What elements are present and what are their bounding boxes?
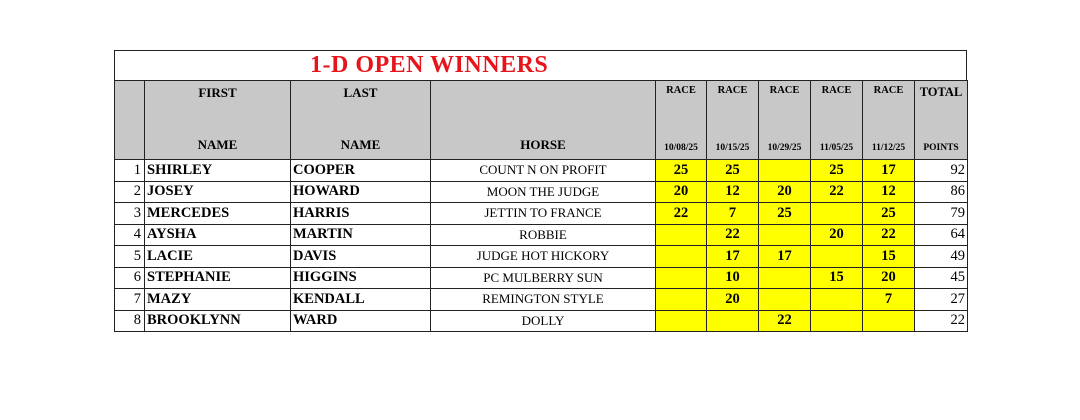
rank-cell: 7 <box>115 289 145 311</box>
first-name-cell: STEPHANIE <box>145 267 291 289</box>
rank-cell: 3 <box>115 203 145 225</box>
race-points-cell: 20 <box>759 181 811 203</box>
total-points-cell: 22 <box>915 310 968 332</box>
table-row <box>115 160 968 182</box>
total-points-cell: 92 <box>915 160 968 182</box>
first-name-cell: JOSEY <box>145 181 291 203</box>
total-points-cell: 27 <box>915 289 968 311</box>
last-name-cell: MARTIN <box>291 224 431 246</box>
first-name-cell: BROOKLYNN <box>145 310 291 332</box>
race-points-cell: 15 <box>863 246 915 268</box>
last-name-cell: COOPER <box>291 160 431 182</box>
race-points-cell: 7 <box>707 203 759 225</box>
race-points-cell <box>656 246 707 268</box>
standings-table <box>114 80 968 332</box>
first-name-cell: MERCEDES <box>145 203 291 225</box>
table-row <box>115 181 968 203</box>
race-points-cell: 20 <box>863 267 915 289</box>
rank-cell: 4 <box>115 224 145 246</box>
horse-cell: DOLLY <box>431 310 656 332</box>
race-points-cell <box>759 160 811 182</box>
horse-cell: JUDGE HOT HICKORY <box>431 246 656 268</box>
rank-header <box>115 81 145 160</box>
race-points-cell: 15 <box>811 267 863 289</box>
race-points-cell: 22 <box>656 203 707 225</box>
rank-cell: 5 <box>115 246 145 268</box>
last-name-cell: HIGGINS <box>291 267 431 289</box>
race-points-cell <box>656 289 707 311</box>
race-points-cell <box>656 224 707 246</box>
race-header-2: RACE 10/15/25 <box>707 81 759 160</box>
race-points-cell: 25 <box>863 203 915 225</box>
race-points-cell: 22 <box>863 224 915 246</box>
race-points-cell <box>656 310 707 332</box>
total-points-cell: 64 <box>915 224 968 246</box>
race-points-cell: 20 <box>656 181 707 203</box>
rank-cell: 1 <box>115 160 145 182</box>
race-points-cell: 20 <box>811 224 863 246</box>
header-row <box>115 81 968 160</box>
race-points-cell: 25 <box>707 160 759 182</box>
horse-cell: REMINGTON STYLE <box>431 289 656 311</box>
race-points-cell <box>811 289 863 311</box>
total-points-cell: 86 <box>915 181 968 203</box>
race-points-cell: 22 <box>707 224 759 246</box>
race-header-3: RACE 10/29/25 <box>759 81 811 160</box>
race-points-cell: 25 <box>811 160 863 182</box>
race-points-cell <box>811 246 863 268</box>
standings-rows <box>115 160 968 332</box>
last-name-cell: DAVIS <box>291 246 431 268</box>
last-name-cell: HARRIS <box>291 203 431 225</box>
total-points-cell: 79 <box>915 203 968 225</box>
race-points-cell <box>707 310 759 332</box>
standings-sheet <box>114 50 967 332</box>
race-points-cell: 17 <box>759 246 811 268</box>
last-name-cell: WARD <box>291 310 431 332</box>
race-points-cell: 20 <box>707 289 759 311</box>
horse-cell: MOON THE JUDGE <box>431 181 656 203</box>
race-header-1: RACE 10/08/25 <box>656 81 707 160</box>
table-row <box>115 224 968 246</box>
horse-cell: ROBBIE <box>431 224 656 246</box>
race-points-cell: 7 <box>863 289 915 311</box>
race-points-cell: 25 <box>759 203 811 225</box>
race-points-cell: 17 <box>863 160 915 182</box>
first-name-cell: SHIRLEY <box>145 160 291 182</box>
race-points-cell: 17 <box>707 246 759 268</box>
horse-header: HORSE <box>431 81 656 160</box>
last-name-header: LAST NAME <box>291 81 431 160</box>
race-points-cell: 22 <box>759 310 811 332</box>
table-row <box>115 203 968 225</box>
first-name-cell: AYSHA <box>145 224 291 246</box>
race-header-4: RACE 11/05/25 <box>811 81 863 160</box>
total-points-cell: 49 <box>915 246 968 268</box>
total-points-cell: 45 <box>915 267 968 289</box>
table-row <box>115 310 968 332</box>
first-name-cell: LACIE <box>145 246 291 268</box>
table-row <box>115 289 968 311</box>
race-points-cell <box>759 289 811 311</box>
table-row <box>115 246 968 268</box>
race-points-cell: 22 <box>811 181 863 203</box>
last-name-cell: HOWARD <box>291 181 431 203</box>
race-points-cell: 12 <box>707 181 759 203</box>
race-points-cell <box>759 224 811 246</box>
race-points-cell: 12 <box>863 181 915 203</box>
last-name-cell: KENDALL <box>291 289 431 311</box>
race-points-cell <box>811 310 863 332</box>
sheet-title: 1-D OPEN WINNERS <box>310 52 549 78</box>
first-name-header: FIRST NAME <box>145 81 291 160</box>
race-points-cell <box>863 310 915 332</box>
horse-cell: PC MULBERRY SUN <box>431 267 656 289</box>
race-points-cell <box>759 267 811 289</box>
total-header: TOTAL POINTS <box>915 81 968 160</box>
rank-cell: 8 <box>115 310 145 332</box>
first-name-cell: MAZY <box>145 289 291 311</box>
rank-cell: 6 <box>115 267 145 289</box>
title-row <box>114 50 967 80</box>
race-points-cell <box>811 203 863 225</box>
rank-cell: 2 <box>115 181 145 203</box>
race-points-cell: 10 <box>707 267 759 289</box>
horse-cell: JETTIN TO FRANCE <box>431 203 656 225</box>
race-points-cell: 25 <box>656 160 707 182</box>
horse-cell: COUNT N ON PROFIT <box>431 160 656 182</box>
table-row <box>115 267 968 289</box>
race-points-cell <box>656 267 707 289</box>
race-header-5: RACE 11/12/25 <box>863 81 915 160</box>
